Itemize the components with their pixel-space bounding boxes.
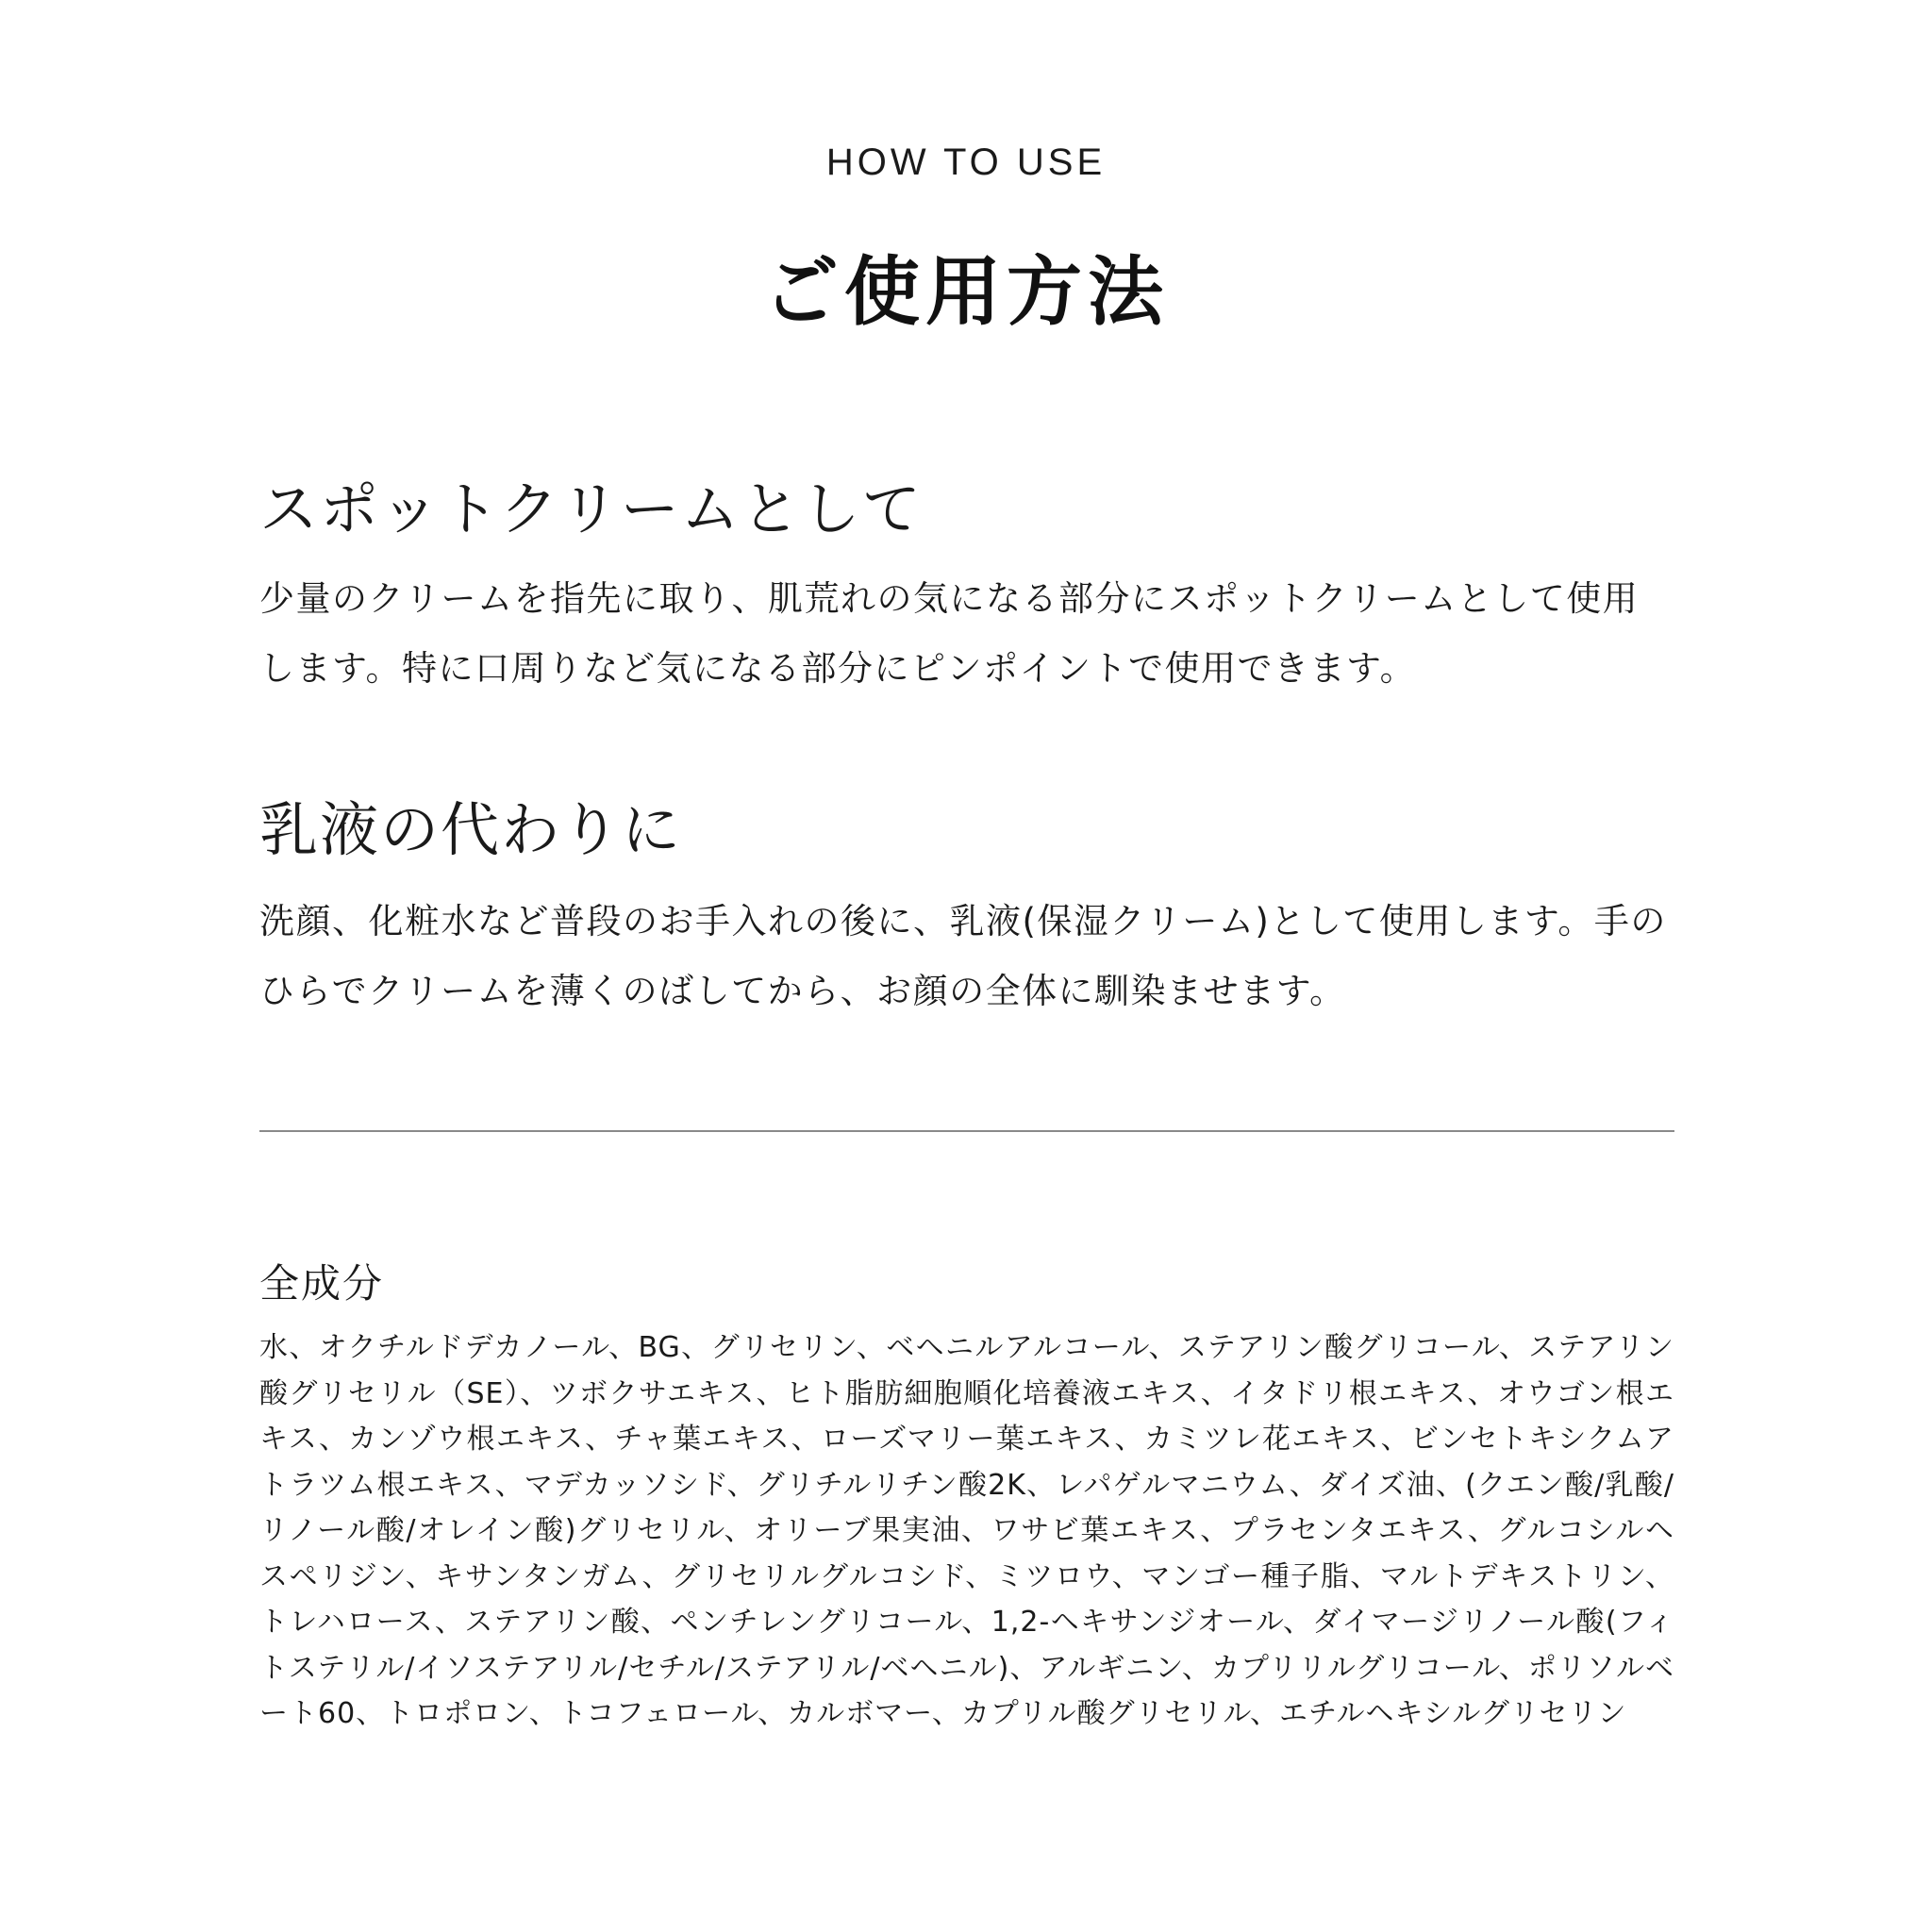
divider: [259, 1130, 1674, 1132]
ingredients-heading: 全成分: [259, 1260, 385, 1307]
section-body-milk-substitute: 洗顔、化粧水など普段のお手入れの後に、乳液(保湿クリーム)として使用します。手のひらでクリームを薄くのばしてから、お顔の全体に馴染ませます。: [259, 901, 1667, 1011]
eyebrow-label: HOW TO USE: [825, 142, 1107, 183]
section-heading-spot-cream: スポットクリームとして: [259, 475, 923, 543]
ingredients-list: 水、オクチルドデカノール、BG、グリセリン、ベヘニルアルコール、ステアリン酸グリコール、ステアリン酸グリセリル（SE）、ツボクサエキス、ヒト脂肪細胞順化培養液エキス、イタドリ根エキス、オウゴン根エキス、カンゾウ根エキス、チャ葉エキス、ローズマリー葉エキス、カミツレ花エキス、ビンセトキシクムアトラツム根エキス、マデカッソシド、グリチルリチン酸2K、レパゲルマニウム、ダイズ油、(クエン酸/乳酸/リノール酸/オレイン酸)グリセリル、オリーブ果実油、ワサビ葉エキス、プラセンタエキス、グルコシルヘスペリジン、キサンタンガム、グリセリルグルコシド、ミツロウ、マンゴー種子脂、マルトデキストリン、トレハロース、ステアリン酸、ペンチレングリコール、1,2-ヘキサンジオール、ダイマージリノール酸(フィトステリル/イソステアリル/セチル/ステアリル/ベヘニル)、アルギニン、カプリリルグリコール、ポリソルベート60、トロポロン、トコフェロール、カルボマー、カプリル酸グリセリル、エチルヘキシルグリセリン: [259, 1331, 1674, 1730]
section-body-spot-cream: 少量のクリームを指先に取り、肌荒れの気になる部分にスポットクリームとして使用します。特に口周りなど気になる部分にピンポイントで使用できます。: [259, 578, 1640, 689]
section-heading-milk-substitute: 乳液の代わりに: [259, 795, 683, 864]
page-title: ご使用方法: [763, 248, 1169, 336]
